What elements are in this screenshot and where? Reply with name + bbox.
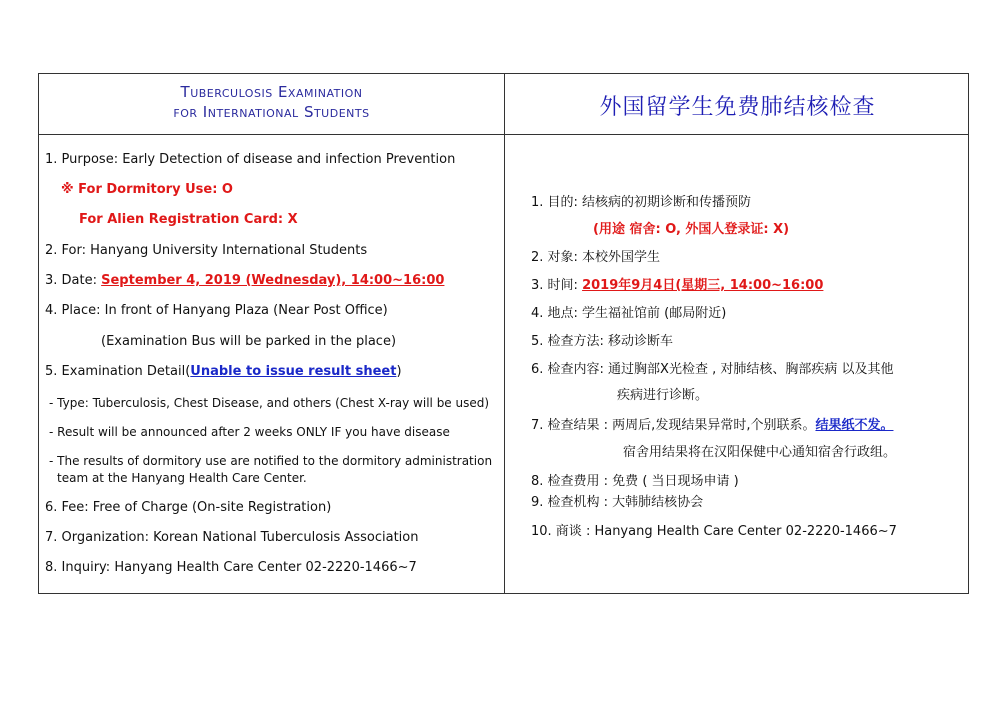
dorm-notify-line1: - The results of dormitory use are notified to the dormitory administration	[49, 454, 493, 468]
column-divider	[504, 74, 505, 593]
cn-result-item	[531, 414, 893, 433]
cn-target-item: 2. 对象: 本校外国学生	[531, 250, 661, 265]
detail-item	[45, 364, 402, 379]
cn-time-label: 3. 时间:	[531, 278, 583, 293]
cn-content-line2: 疾病进行诊断。	[617, 388, 709, 403]
purpose-item: 1. Purpose: Early Detection of disease and infection Prevention	[45, 152, 456, 167]
place-item: 4. Place: In front of Hanyang Plaza (Near Post Office)	[45, 303, 388, 318]
cn-purpose-item: 1. 目的: 结核病的初期诊断和传播预防	[531, 195, 752, 210]
detail-value: Unable to issue result sheet	[190, 364, 397, 379]
dormitory-use-note: ※ For Dormitory Use: O	[61, 182, 233, 197]
notice-table	[38, 73, 969, 594]
date-value: September 4, 2019 (Wednesday), 14:00~16:00	[101, 273, 445, 288]
title-english	[39, 82, 504, 122]
cn-time-value: 2019年9月4日(星期三, 14:00~16:00	[582, 278, 824, 293]
title-english-line1: Tuberculosis Examination	[180, 83, 363, 101]
alien-card-note: For Alien Registration Card: X	[79, 212, 298, 227]
title-chinese: 外国留学生免费肺结核检查	[599, 95, 876, 120]
for-item: 2. For: Hanyang University International Students	[45, 243, 368, 258]
organization-item: 7. Organization: Korean National Tuberculosis Association	[45, 530, 419, 545]
dorm-notify-line2: team at the Hanyang Health Care Center.	[57, 471, 307, 485]
header-divider	[39, 134, 968, 135]
fee-item: 6. Fee: Free of Charge (On-site Registration)	[45, 500, 332, 515]
result-item: - Result will be announced after 2 weeks ONLY IF you have disease	[49, 425, 450, 439]
date-label: 3. Date:	[45, 273, 102, 288]
cn-org-item: 9. 检查机构 : 大韩肺结核协会	[531, 495, 704, 510]
inquiry-item: 8. Inquiry: Hanyang Health Care Center 02-2220-1466~7	[45, 560, 417, 575]
cn-purpose-note: (用途 宿舍: O, 外国人登录证: X)	[593, 222, 790, 237]
cn-result-label: 7. 检查结果 : 两周后,发现结果异常时,个别联系。	[531, 418, 816, 433]
cn-method-item: 5. 检查方法: 移动诊断车	[531, 334, 674, 349]
cn-time-item	[531, 274, 823, 293]
detail-close: )	[396, 364, 402, 379]
date-item	[45, 273, 444, 288]
cn-fee-item: 8. 检查费用 : 免费 ( 当日现场申请 )	[531, 474, 739, 489]
cn-content-line1: 6. 检查内容: 通过胸部X光检查 , 对肺结核、胸部疾病 以及其他	[531, 362, 894, 377]
cn-result-value: 结果纸不发。	[815, 418, 894, 433]
cn-result-note: 宿舍用结果将在汉阳保健中心通知宿舍行政组。	[623, 445, 897, 460]
detail-label: 5. Examination Detail(	[45, 364, 191, 379]
title-english-line2: for International Students	[173, 103, 370, 121]
place-note: (Examination Bus will be parked in the place)	[101, 334, 397, 349]
type-item: - Type: Tuberculosis, Chest Disease, and others (Chest X-ray will be used)	[49, 396, 490, 410]
cn-place-item: 4. 地点: 学生福祉馆前 (邮局附近)	[531, 306, 727, 321]
cn-contact-item: 10. 商谈 : Hanyang Health Care Center 02-2220-1466~7	[531, 524, 897, 539]
